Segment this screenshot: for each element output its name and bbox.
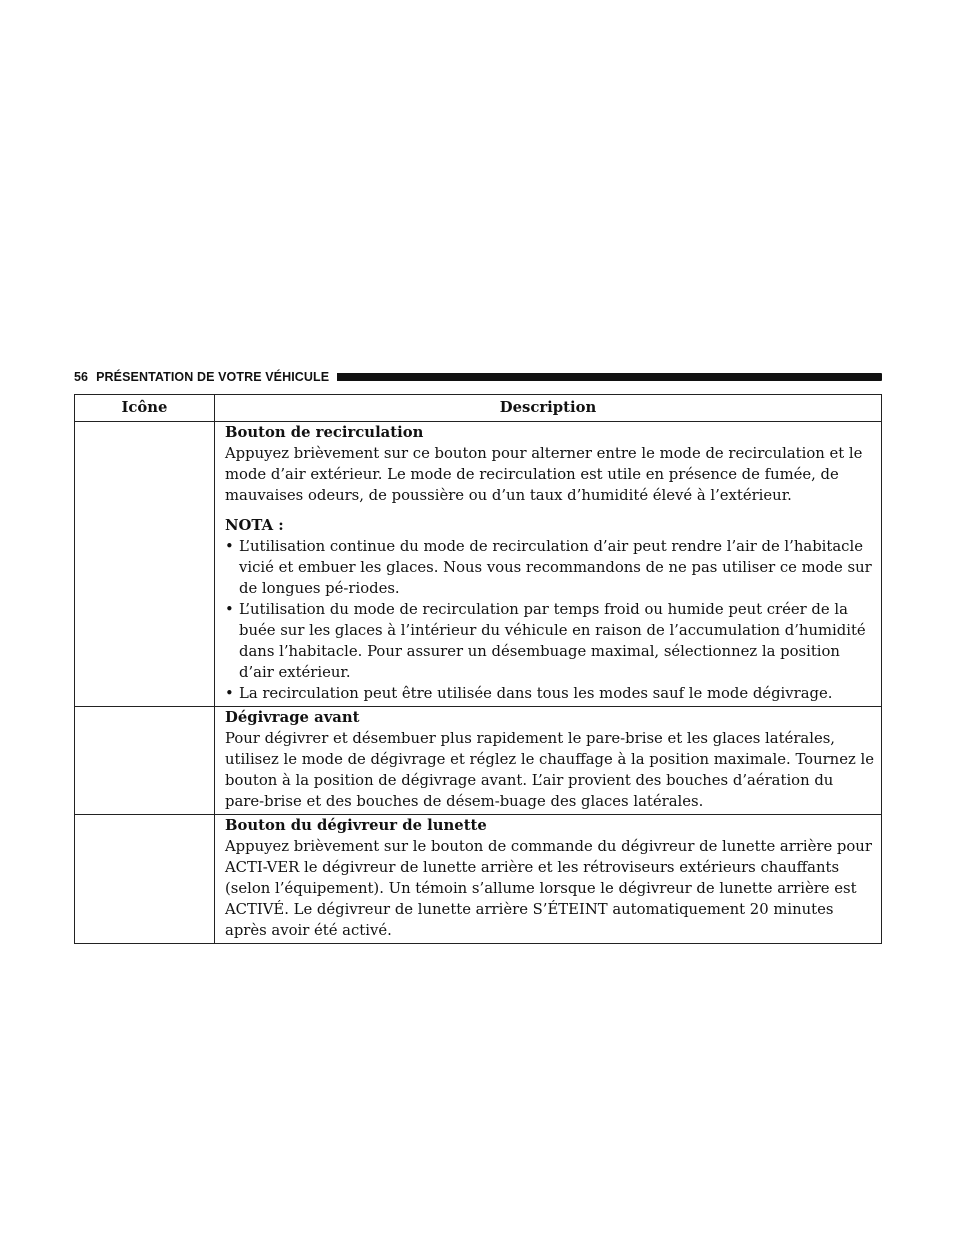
row-text: Appuyez brièvement sur ce bouton pour alterner entre le mode de recirculation et le mode d’air extérieur. Le mode de recirculation est utile en présence de fumée, de mauvaises odeurs, de poussière ou d’un taux d’humidité élevé à l’extérieur. bbox=[225, 445, 863, 504]
description-cell bbox=[215, 707, 882, 815]
column-header-icon: Icône bbox=[75, 395, 215, 422]
description-cell bbox=[215, 815, 882, 944]
row-text: Pour dégivrer et désembuer plus rapidement le pare-brise et les glaces latérales, utilisez le mode de dégivrage et réglez le chauffage à la position maximale. Tournez le bouton à la position de dégivrage avant. L’air provient des bouches d’aération du pare-brise et des bouches de désem-buage des glaces latérales. bbox=[225, 730, 874, 810]
row-title: Bouton de recirculation bbox=[225, 424, 424, 441]
page-header bbox=[74, 368, 882, 386]
note-list bbox=[225, 536, 877, 704]
row-title: Dégivrage avant bbox=[225, 709, 360, 726]
note-item: • L’utilisation du mode de recirculation par temps froid ou humide peut créer de la buée sur les glaces à l’intérieur du véhicule en raison de l’accumulation d’humidité dans l’habitacle. Pour assurer un désembuage maximal, sélectionnez la position d’air extérieur. bbox=[225, 599, 877, 683]
icon-cell bbox=[75, 422, 215, 707]
row-text: Appuyez brièvement sur le bouton de commande du dégivreur de lunette arrière pour ACTI-VER le dégivreur de lunette arrière et les rétroviseurs extérieurs chauffants (selon l’équipement). Un témoin s’allume lorsque le dégivreur de lunette arrière est ACTIVÉ. Le dégivreur de lunette arrière S’ÉTEINT automatiquement 20 minutes après avoir été activé. bbox=[225, 838, 872, 939]
table-header-row bbox=[75, 395, 882, 422]
icon-description-table bbox=[74, 394, 882, 944]
page-number: 56 bbox=[74, 370, 89, 384]
note-item: • L’utilisation continue du mode de recirculation d’air peut rendre l’air de l’habitacle vicié et embuer les glaces. Nous vous recommandons de ne pas utiliser ce mode sur de longues pé-riodes. bbox=[225, 536, 877, 599]
column-header-description: Description bbox=[215, 395, 882, 422]
header-rule bbox=[337, 373, 882, 381]
section-title: PRÉSENTATION DE VOTRE VÉHICULE bbox=[96, 370, 330, 384]
table-row-recirculation bbox=[75, 422, 882, 707]
icon-cell bbox=[75, 707, 215, 815]
description-cell bbox=[215, 422, 882, 707]
note-item: • La recirculation peut être utilisée dans tous les modes sauf le mode dégivrage. bbox=[225, 683, 877, 704]
row-title: Bouton du dégivreur de lunette bbox=[225, 817, 487, 834]
table-row-front-defrost bbox=[75, 707, 882, 815]
icon-cell bbox=[75, 815, 215, 944]
table-row-rear-defroster bbox=[75, 815, 882, 944]
note-label: NOTA : bbox=[225, 517, 284, 534]
